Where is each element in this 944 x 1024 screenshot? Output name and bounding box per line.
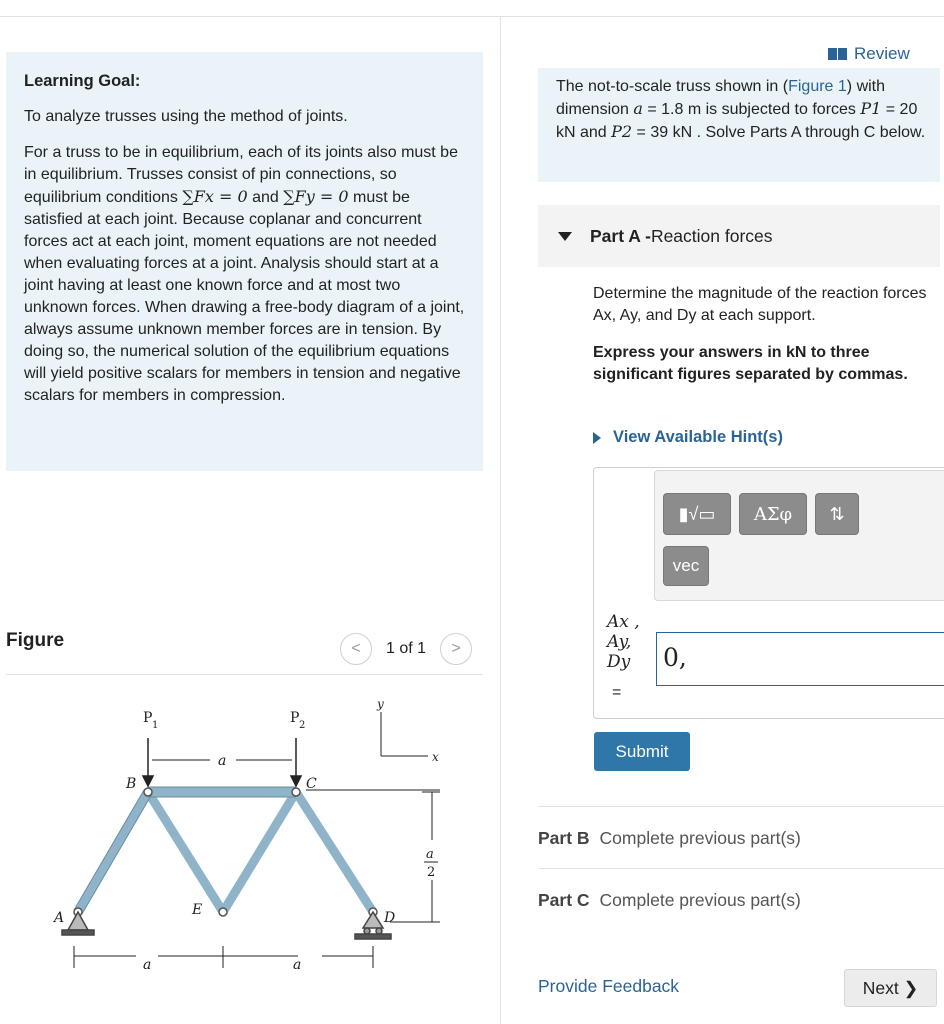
label-half-den: 2 [427, 865, 436, 880]
part-a-header[interactable] [538, 205, 940, 267]
label-a-left: a [143, 957, 152, 973]
part-a-label: Part A - [590, 225, 651, 246]
label-p2-sub: 2 [299, 720, 306, 731]
chevron-right-icon: > [451, 640, 461, 657]
label-joint-e: E [192, 902, 203, 918]
label-axis-y: y [377, 697, 384, 711]
figure-page-indicator: 1 of 1 [386, 640, 427, 657]
truss-members [78, 792, 373, 912]
part-a-instruction: Determine the magnitude of the reaction forces Ax, Ay, and Dy at each support. [593, 285, 927, 324]
part-c-status: Complete previous part(s) [599, 890, 801, 910]
part-b-row[interactable] [538, 828, 801, 849]
part-a-title: Reaction forces [650, 225, 773, 246]
collapse-icon [558, 232, 572, 241]
truss-figure [40, 690, 460, 980]
review-label: Review [854, 44, 910, 63]
label-joint-b: B [126, 776, 137, 792]
goal-text-a: For a truss to be in equilibrium, each of its joints also must be in equilibrium. Trusses consist of pin connections, so equilibrium conditions [24, 144, 458, 206]
label-a-right: a [293, 957, 302, 973]
learning-goal-body [24, 142, 465, 407]
sum-fx-equation: ∑Fx = 0 [182, 187, 248, 206]
label-axis-x: x [432, 750, 439, 764]
problem-text-2: ) with dimension [556, 78, 886, 118]
label-half-num: a [426, 847, 434, 862]
answer-variables [607, 612, 640, 672]
figure-link[interactable]: Figure 1 [788, 78, 847, 95]
goal-text-b: must be satisfied at each joint. Because coplanar and concurrent forces act at each joint, moment equations are not needed when evaluating forces at a joint. Analysis should start at a joint having at least one known force and at most two unknown forces. When drawing a free-body diagram of a joint, always assume unknown member forces are in tension. By doing so, the numerical solution of the equilibrium equations will yield positive scalars for members in tension and negative scalars for members in compression. [24, 189, 465, 404]
pin-b [144, 788, 152, 796]
provide-feedback-link[interactable]: Provide Feedback [538, 976, 680, 996]
problem-text-4: = 20 kN and [556, 101, 918, 141]
part-divider-1 [538, 806, 944, 807]
label-p1: P [143, 710, 153, 726]
templates-button[interactable]: ▮√▭ [663, 493, 731, 535]
figure-pager [340, 632, 472, 666]
prev-figure-button[interactable] [340, 633, 372, 665]
problem-statement [538, 68, 940, 182]
equals-sign: = [612, 684, 622, 701]
submit-button[interactable]: Submit [594, 732, 690, 771]
next-button[interactable]: Next ❯ [844, 969, 937, 1007]
answer-input[interactable]: 0, [656, 632, 944, 686]
part-a-answer-format: Express your answers in kN to three significant figures separated by commas. [593, 344, 908, 383]
chevron-left-icon: < [351, 640, 361, 657]
part-b-label: Part B [538, 828, 590, 848]
label-p1-sub: 1 [152, 720, 159, 731]
label-a-top: a [218, 753, 227, 769]
member-ec [223, 792, 296, 912]
problem-text-1: The not-to-scale truss shown in ( [556, 78, 789, 95]
pin-e [219, 908, 227, 916]
problem-var-p1: P1 [860, 99, 882, 118]
math-toolbar [654, 470, 944, 601]
view-hints-link[interactable] [593, 428, 783, 447]
expand-icon [593, 432, 601, 444]
part-c-label: Part C [538, 890, 590, 910]
problem-text-5: = 39 kN . Solve Parts A through C below. [632, 124, 926, 141]
dimension-lines [74, 712, 440, 968]
support-a [62, 912, 94, 935]
var-ax: Ax , [607, 612, 640, 632]
label-joint-c: C [306, 776, 317, 792]
member-ab [78, 792, 148, 912]
sum-fy-equation: ∑Fy = 0 [283, 187, 349, 206]
learning-goal-panel [6, 52, 483, 471]
problem-text-3: = 1.8 m is subjected to forces [642, 101, 861, 118]
label-p2: P [290, 710, 300, 726]
label-joint-d: D [384, 910, 396, 926]
var-dy: Dy [607, 652, 631, 672]
review-link[interactable] [828, 44, 910, 64]
part-b-status: Complete previous part(s) [599, 828, 801, 848]
label-joint-a: A [54, 910, 65, 926]
figure-title: Figure [6, 630, 65, 651]
problem-var-a: a [633, 99, 643, 118]
learning-goal-title: Learning Goal: [24, 72, 141, 90]
member-cd [296, 792, 373, 912]
member-be [148, 792, 223, 912]
problem-var-p2: P2 [611, 122, 633, 141]
vector-button[interactable]: vec [663, 546, 709, 586]
pin-c [292, 788, 300, 796]
column-divider [500, 17, 501, 1024]
learning-goal-intro: To analyze trusses using the method of joints. [24, 108, 348, 125]
hint-label: View Available Hint(s) [613, 428, 783, 446]
book-icon [828, 48, 847, 60]
top-border [0, 16, 944, 17]
undo-redo-button[interactable]: ⇅ [815, 493, 859, 535]
goal-and: and [247, 189, 284, 206]
part-c-row[interactable] [538, 890, 801, 911]
greek-symbols-button[interactable]: ΑΣφ [739, 493, 807, 535]
next-figure-button[interactable] [440, 633, 472, 665]
part-divider-2 [538, 868, 944, 869]
var-ay: Ay, [607, 632, 632, 652]
figure-divider [6, 674, 483, 675]
